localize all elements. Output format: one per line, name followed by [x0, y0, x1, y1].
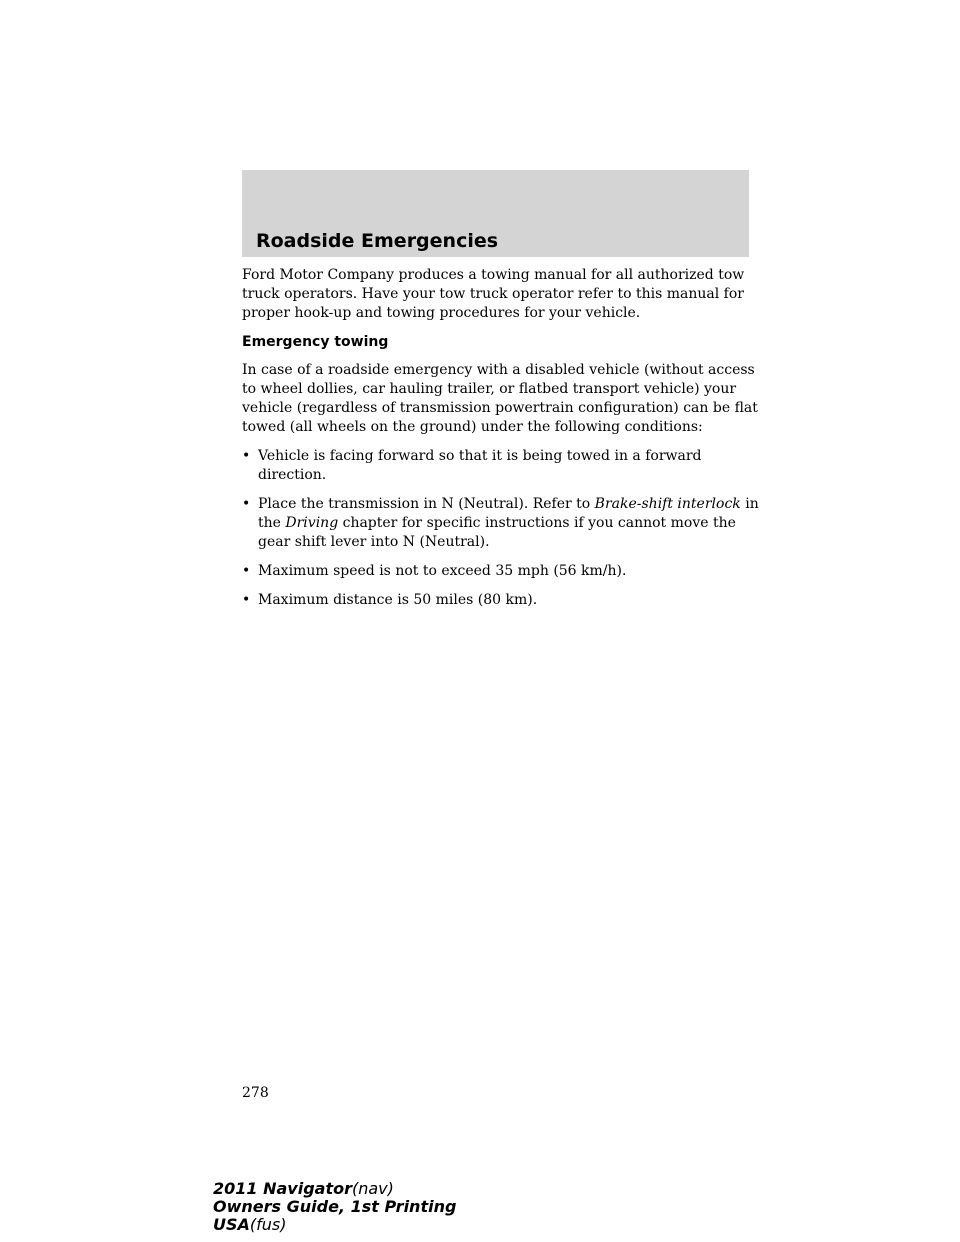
document-footer — [213, 1180, 456, 1234]
footer-market-code: (fus) — [249, 1215, 287, 1234]
emergency-towing-paragraph: In case of a roadside emergency with a disabled vehicle (without access to wheel dollies, car hauling trailer, or flatbed transport vehicle) your vehicle (regardless of transmission powertrain configuration) can be flat towed (all wheels on the ground) under the following conditions: — [242, 362, 758, 435]
bullet-text: Vehicle is facing forward so that it is being towed in a forward direction. — [258, 448, 702, 483]
bullet-text: Maximum distance is 50 miles (80 km). — [258, 592, 538, 608]
footer-model-code: (nav) — [351, 1179, 394, 1198]
page-content — [242, 266, 762, 620]
towing-conditions-list — [242, 447, 762, 610]
list-item — [242, 591, 762, 610]
bullet-text: Maximum speed is not to exceed 35 mph (56 km/h). — [258, 563, 627, 579]
bullet-text-part: Place the transmission in N (Neutral). Refer to — [258, 496, 595, 512]
footer-line-guide: Owners Guide, 1st Printing — [213, 1197, 457, 1216]
bullet-icon: • — [242, 563, 251, 579]
bullet-text-part: in the — [258, 496, 759, 531]
cross-reference-brake-shift-interlock: Brake-shift interlock — [594, 496, 741, 512]
emergency-towing-heading: Emergency towing — [242, 334, 389, 350]
list-item — [242, 495, 762, 552]
bullet-icon: • — [242, 448, 251, 464]
footer-market-name: USA — [213, 1215, 250, 1234]
footer-model-name: 2011 Navigator — [213, 1179, 352, 1198]
footer-line-model — [213, 1180, 456, 1198]
footer-line-market — [213, 1216, 456, 1234]
page-number: 278 — [242, 1085, 269, 1101]
cross-reference-driving: Driving — [285, 515, 339, 531]
list-item — [242, 562, 762, 581]
bullet-icon: • — [242, 592, 251, 608]
list-item — [242, 447, 762, 485]
section-title: Roadside Emergencies — [256, 230, 499, 252]
bullet-text-part: chapter for specific instructions if you cannot move the gear shift lever into N (Neutral). — [258, 515, 736, 550]
intro-paragraph: Ford Motor Company produces a towing manual for all authorized tow truck operators. Have your tow truck operator refer to this manual for proper hook-up and towing procedures for your vehicle. — [242, 267, 745, 321]
bullet-icon: • — [242, 496, 251, 512]
bullet-text — [258, 496, 759, 550]
